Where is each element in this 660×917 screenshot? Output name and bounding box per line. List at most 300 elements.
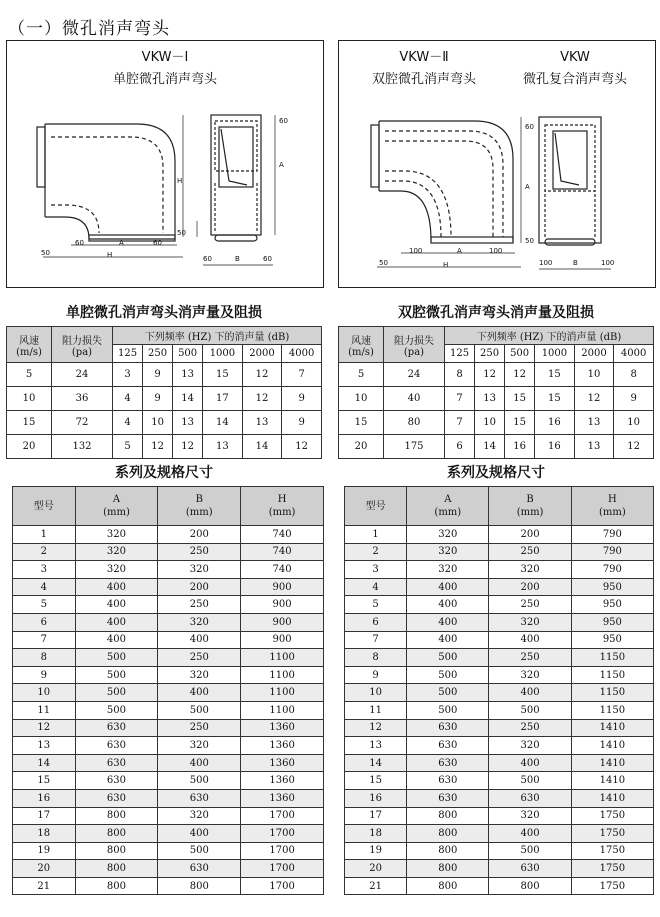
table-cell: 3 xyxy=(345,561,407,579)
table-row xyxy=(13,613,324,631)
table-row xyxy=(13,825,324,843)
table-cell: 900 xyxy=(241,578,324,596)
dim-60-label-2: 60 xyxy=(525,123,534,131)
table-row xyxy=(339,411,654,435)
table-row xyxy=(7,411,322,435)
table-cell: 400 xyxy=(489,631,571,649)
freq-header: 125 xyxy=(113,345,143,363)
column-header: 型号 xyxy=(345,487,407,526)
table-cell: 400 xyxy=(489,754,571,772)
table-cell: 40 xyxy=(384,387,445,411)
table-cell: 900 xyxy=(241,613,324,631)
drawing-panel-vkw-1 xyxy=(6,40,324,288)
table-row xyxy=(345,789,654,807)
table-cell: 630 xyxy=(75,789,158,807)
table-cell: 320 xyxy=(75,526,158,544)
table-cell: 3 xyxy=(13,561,76,579)
table-cell: 320 xyxy=(489,561,571,579)
table-cell: 400 xyxy=(158,825,241,843)
table-cell: 14 xyxy=(345,754,407,772)
table-cell: 630 xyxy=(158,789,241,807)
table-cell: 12 xyxy=(475,363,505,387)
model-label: VKW－Ⅰ xyxy=(141,50,189,65)
table-cell: 8 xyxy=(345,649,407,667)
table-cell: 13 xyxy=(173,363,203,387)
table-cell: 200 xyxy=(489,526,571,544)
dim-50-label: 50 xyxy=(177,229,186,237)
table-cell: 630 xyxy=(75,772,158,790)
table-cell: 1700 xyxy=(241,860,324,878)
table-cell: 17 xyxy=(345,807,407,825)
table-cell: 1750 xyxy=(571,825,653,843)
table-cell: 320 xyxy=(158,737,241,755)
table-cell: 320 xyxy=(158,561,241,579)
table-cell: 900 xyxy=(241,631,324,649)
table-cell: 5 xyxy=(339,363,384,387)
table-cell: 6 xyxy=(445,435,475,459)
freq-header: 500 xyxy=(173,345,203,363)
table-cell: 400 xyxy=(158,754,241,772)
table-row xyxy=(13,754,324,772)
table-cell: 320 xyxy=(407,543,489,561)
table-row xyxy=(13,561,324,579)
table-cell: 320 xyxy=(158,807,241,825)
table-row xyxy=(339,387,654,411)
spec-table-left xyxy=(12,486,324,895)
table-cell: 250 xyxy=(489,543,571,561)
table-cell: 13 xyxy=(345,737,407,755)
table-cell: 13 xyxy=(242,411,282,435)
table-cell: 1410 xyxy=(571,772,653,790)
table-cell: 630 xyxy=(489,860,571,878)
table-cell: 800 xyxy=(75,860,158,878)
table-cell: 1 xyxy=(345,526,407,544)
table-cell: 8 xyxy=(445,363,475,387)
table-cell: 500 xyxy=(75,701,158,719)
freq-header: 2000 xyxy=(242,345,282,363)
table-cell: 500 xyxy=(158,842,241,860)
model-name-3: 微孔复合消声弯头 xyxy=(522,72,627,87)
table-cell: 1700 xyxy=(241,807,324,825)
table-row xyxy=(7,387,322,411)
table-cell: 13 xyxy=(203,435,243,459)
dim-rb-label-2: B xyxy=(573,259,578,267)
dim-r100b-label: 100 xyxy=(601,259,615,267)
table-row xyxy=(13,666,324,684)
table-cell: 500 xyxy=(75,666,158,684)
table-cell: 790 xyxy=(571,543,653,561)
table-cell: 950 xyxy=(571,578,653,596)
table-cell: 950 xyxy=(571,613,653,631)
freq-header: 2000 xyxy=(574,345,614,363)
table-cell: 1100 xyxy=(241,666,324,684)
table-cell: 800 xyxy=(407,877,489,895)
table-cell: 200 xyxy=(489,578,571,596)
table-cell: 9 xyxy=(345,666,407,684)
model-label-2: VKW－Ⅱ xyxy=(399,50,449,65)
table-cell: 6 xyxy=(345,613,407,631)
table-cell: 12 xyxy=(13,719,76,737)
table-row xyxy=(13,526,324,544)
table-cell: 5 xyxy=(7,363,52,387)
table-cell: 400 xyxy=(407,631,489,649)
column-header: B (mm) xyxy=(489,487,571,526)
table-cell: 1750 xyxy=(571,860,653,878)
freq-header: 1000 xyxy=(535,345,575,363)
table-cell: 400 xyxy=(407,596,489,614)
table-cell: 320 xyxy=(489,737,571,755)
table-cell: 21 xyxy=(13,877,76,895)
table-cell: 1100 xyxy=(241,649,324,667)
freq-header: 500 xyxy=(505,345,535,363)
table-cell: 20 xyxy=(345,860,407,878)
table-cell: 1150 xyxy=(571,649,653,667)
table-cell: 9 xyxy=(282,387,322,411)
table-cell: 1360 xyxy=(241,789,324,807)
table-cell: 1410 xyxy=(571,754,653,772)
table-cell: 10 xyxy=(143,411,173,435)
table-row xyxy=(345,561,654,579)
dim-50-label-2: 50 xyxy=(525,237,534,245)
table-cell: 1410 xyxy=(571,719,653,737)
table-row xyxy=(345,596,654,614)
table-cell: 500 xyxy=(407,701,489,719)
table-row xyxy=(13,649,324,667)
table-row xyxy=(13,737,324,755)
table-cell: 1100 xyxy=(241,684,324,702)
table-cell: 1360 xyxy=(241,754,324,772)
table-cell: 250 xyxy=(489,649,571,667)
table-cell: 1410 xyxy=(571,737,653,755)
table-cell: 10 xyxy=(614,411,654,435)
dim-r60-label: 60 xyxy=(279,117,288,125)
table-row xyxy=(339,435,654,459)
table-cell: 630 xyxy=(407,772,489,790)
table-cell: 250 xyxy=(489,719,571,737)
table-cell: 18 xyxy=(345,825,407,843)
noise-table-right xyxy=(338,326,654,459)
table-cell: 80 xyxy=(384,411,445,435)
table-cell: 320 xyxy=(407,526,489,544)
table-row xyxy=(345,666,654,684)
table-cell: 630 xyxy=(489,789,571,807)
table-cell: 16 xyxy=(535,411,575,435)
table-cell: 320 xyxy=(489,666,571,684)
table-row xyxy=(345,684,654,702)
table-row xyxy=(345,877,654,895)
table-cell: 320 xyxy=(158,613,241,631)
spec-table-right xyxy=(344,486,654,895)
table-row xyxy=(345,613,654,631)
table-cell: 200 xyxy=(158,526,241,544)
table-row xyxy=(13,719,324,737)
table-row xyxy=(7,363,322,387)
table-cell: 1700 xyxy=(241,842,324,860)
table-cell: 800 xyxy=(75,842,158,860)
table-cell: 12 xyxy=(173,435,203,459)
table-row xyxy=(339,363,654,387)
dim-100b-label: 100 xyxy=(489,247,503,255)
table-cell: 20 xyxy=(13,860,76,878)
table-cell: 12 xyxy=(242,387,282,411)
column-header: B (mm) xyxy=(158,487,241,526)
table-cell: 320 xyxy=(75,561,158,579)
noise-left-title: 单腔微孔消声弯头消声量及阻损 xyxy=(66,305,262,321)
table-cell: 1700 xyxy=(241,877,324,895)
table-cell: 15 xyxy=(535,363,575,387)
column-header: A (mm) xyxy=(75,487,158,526)
dim-left50-label-2: 50 xyxy=(379,259,388,267)
table-row xyxy=(345,526,654,544)
table-cell: 250 xyxy=(158,596,241,614)
table-cell: 500 xyxy=(158,701,241,719)
table-cell: 36 xyxy=(52,387,113,411)
table-cell: 800 xyxy=(407,807,489,825)
table-row xyxy=(13,807,324,825)
table-cell: 132 xyxy=(52,435,113,459)
table-cell: 800 xyxy=(407,860,489,878)
table-cell: 16 xyxy=(505,435,535,459)
table-cell: 9 xyxy=(13,666,76,684)
table-row xyxy=(345,807,654,825)
table-row xyxy=(13,701,324,719)
column-header: H (mm) xyxy=(571,487,653,526)
table-cell: 630 xyxy=(75,754,158,772)
table-cell: 20 xyxy=(339,435,384,459)
table-cell: 16 xyxy=(535,435,575,459)
table-cell: 5 xyxy=(345,596,407,614)
table-cell: 400 xyxy=(158,684,241,702)
dim-60b-label: 60 xyxy=(153,239,162,247)
table-cell: 7 xyxy=(445,387,475,411)
table-cell: 24 xyxy=(52,363,113,387)
table-row xyxy=(345,737,654,755)
table-row xyxy=(13,860,324,878)
table-cell: 14 xyxy=(203,411,243,435)
spec-left-title: 系列及规格尺寸 xyxy=(115,465,213,481)
table-cell: 630 xyxy=(407,754,489,772)
freq-header: 1000 xyxy=(203,345,243,363)
table-cell: 14 xyxy=(13,754,76,772)
table-cell: 1150 xyxy=(571,684,653,702)
table-cell: 1360 xyxy=(241,719,324,737)
table-cell: 15 xyxy=(13,772,76,790)
table-cell: 13 xyxy=(13,737,76,755)
table-cell: 790 xyxy=(571,526,653,544)
model-name: 单腔微孔消声弯头 xyxy=(112,72,217,87)
table-cell: 12 xyxy=(143,435,173,459)
table-cell: 15 xyxy=(7,411,52,435)
freq-header: 250 xyxy=(475,345,505,363)
table-cell: 900 xyxy=(241,596,324,614)
dim-rb-label: B xyxy=(235,255,240,263)
table-cell: 630 xyxy=(75,719,158,737)
noise-right-title: 双腔微孔消声弯头消声量及阻损 xyxy=(398,305,594,321)
table-cell: 800 xyxy=(158,877,241,895)
drawing-panel-vkw-2 xyxy=(338,40,656,288)
table-row xyxy=(345,842,654,860)
dim-bh-label: H xyxy=(107,251,113,259)
table-cell: 800 xyxy=(75,825,158,843)
table-cell: 17 xyxy=(203,387,243,411)
column-header: A (mm) xyxy=(407,487,489,526)
table-row xyxy=(13,842,324,860)
table-row xyxy=(345,701,654,719)
table-cell: 500 xyxy=(489,701,571,719)
table-cell: 6 xyxy=(13,613,76,631)
table-cell: 11 xyxy=(13,701,76,719)
table-cell: 500 xyxy=(75,649,158,667)
table-cell: 15 xyxy=(345,772,407,790)
table-cell: 2 xyxy=(345,543,407,561)
table-cell: 16 xyxy=(13,789,76,807)
table-cell: 175 xyxy=(384,435,445,459)
table-cell: 12 xyxy=(282,435,322,459)
table-cell: 17 xyxy=(13,807,76,825)
table-cell: 11 xyxy=(345,701,407,719)
table-cell: 16 xyxy=(345,789,407,807)
table-cell: 800 xyxy=(75,807,158,825)
table-cell: 12 xyxy=(505,363,535,387)
table-cell: 12 xyxy=(345,719,407,737)
table-cell: 500 xyxy=(489,772,571,790)
table-cell: 500 xyxy=(407,649,489,667)
table-cell: 9 xyxy=(143,387,173,411)
table-cell: 630 xyxy=(75,737,158,755)
table-cell: 500 xyxy=(407,666,489,684)
table-cell: 630 xyxy=(407,719,489,737)
loss-header: 阻力损失 (pa) xyxy=(384,327,445,363)
table-cell: 7 xyxy=(345,631,407,649)
table-row xyxy=(345,772,654,790)
freq-header: 4000 xyxy=(282,345,322,363)
table-cell: 1150 xyxy=(571,701,653,719)
table-cell: 19 xyxy=(13,842,76,860)
table-cell: 13 xyxy=(475,387,505,411)
dim-a-label-3: A xyxy=(457,247,462,255)
table-cell: 1150 xyxy=(571,666,653,684)
table-row xyxy=(13,578,324,596)
table-cell: 1700 xyxy=(241,825,324,843)
table-cell: 630 xyxy=(407,737,489,755)
dim-bh-label-2: H xyxy=(443,261,449,269)
table-cell: 10 xyxy=(13,684,76,702)
table-row xyxy=(13,543,324,561)
table-row xyxy=(13,596,324,614)
loss-header: 阻力损失 (pa) xyxy=(52,327,113,363)
table-cell: 72 xyxy=(52,411,113,435)
table-cell: 320 xyxy=(158,666,241,684)
elbow-drawing-single xyxy=(7,41,323,287)
table-cell: 800 xyxy=(407,842,489,860)
table-cell: 19 xyxy=(345,842,407,860)
table-cell: 15 xyxy=(535,387,575,411)
table-cell: 1750 xyxy=(571,807,653,825)
table-cell: 10 xyxy=(475,411,505,435)
freq-group-header: 下列频率 (HZ) 下的消声量 (dB) xyxy=(113,327,322,345)
table-cell: 5 xyxy=(13,596,76,614)
freq-header: 4000 xyxy=(614,345,654,363)
table-cell: 9 xyxy=(143,363,173,387)
speed-header: 风速 (m/s) xyxy=(7,327,52,363)
table-cell: 13 xyxy=(574,435,614,459)
table-row xyxy=(345,649,654,667)
table-cell: 14 xyxy=(475,435,505,459)
table-cell: 500 xyxy=(489,842,571,860)
table-cell: 320 xyxy=(489,807,571,825)
table-cell: 1360 xyxy=(241,737,324,755)
table-cell: 320 xyxy=(489,613,571,631)
table-cell: 400 xyxy=(75,631,158,649)
table-row xyxy=(345,578,654,596)
table-cell: 15 xyxy=(505,411,535,435)
table-cell: 320 xyxy=(75,543,158,561)
table-cell: 7 xyxy=(282,363,322,387)
table-cell: 15 xyxy=(339,411,384,435)
table-cell: 800 xyxy=(75,877,158,895)
noise-table-left xyxy=(6,326,322,459)
table-cell: 400 xyxy=(407,613,489,631)
table-cell: 10 xyxy=(574,363,614,387)
table-cell: 10 xyxy=(345,684,407,702)
dim-a-label-2: A xyxy=(525,183,530,191)
model-label-3: VKW xyxy=(560,50,590,65)
freq-header: 125 xyxy=(445,345,475,363)
table-cell: 12 xyxy=(574,387,614,411)
table-cell: 950 xyxy=(571,631,653,649)
spec-right-title: 系列及规格尺寸 xyxy=(447,465,545,481)
table-cell: 4 xyxy=(13,578,76,596)
table-cell: 400 xyxy=(75,596,158,614)
table-cell: 250 xyxy=(158,719,241,737)
table-cell: 500 xyxy=(407,684,489,702)
table-cell: 630 xyxy=(407,789,489,807)
freq-header: 250 xyxy=(143,345,173,363)
table-cell: 21 xyxy=(345,877,407,895)
table-cell: 15 xyxy=(505,387,535,411)
dim-a-label: A xyxy=(119,239,124,247)
table-row xyxy=(13,789,324,807)
table-cell: 13 xyxy=(173,411,203,435)
table-cell: 1360 xyxy=(241,772,324,790)
table-row xyxy=(345,631,654,649)
dim-r60b-label: 60 xyxy=(203,255,212,263)
table-cell: 8 xyxy=(13,649,76,667)
table-row xyxy=(345,754,654,772)
table-cell: 20 xyxy=(7,435,52,459)
table-cell: 790 xyxy=(571,561,653,579)
column-header: H (mm) xyxy=(241,487,324,526)
table-cell: 18 xyxy=(13,825,76,843)
table-cell: 7 xyxy=(445,411,475,435)
dim-100-label: 100 xyxy=(409,247,423,255)
table-cell: 400 xyxy=(158,631,241,649)
table-row xyxy=(13,631,324,649)
table-row xyxy=(13,684,324,702)
freq-group-header: 下列频率 (HZ) 下的消声量 (dB) xyxy=(445,327,654,345)
table-cell: 1 xyxy=(13,526,76,544)
table-cell: 3 xyxy=(113,363,143,387)
table-cell: 400 xyxy=(489,825,571,843)
dim-ra-label: A xyxy=(279,161,284,169)
table-cell: 250 xyxy=(158,543,241,561)
table-cell: 950 xyxy=(571,596,653,614)
table-cell: 800 xyxy=(489,877,571,895)
table-row xyxy=(13,877,324,895)
dim-h-label: H xyxy=(177,177,183,185)
table-cell: 2 xyxy=(13,543,76,561)
model-name-2: 双腔微孔消声弯头 xyxy=(371,72,476,87)
